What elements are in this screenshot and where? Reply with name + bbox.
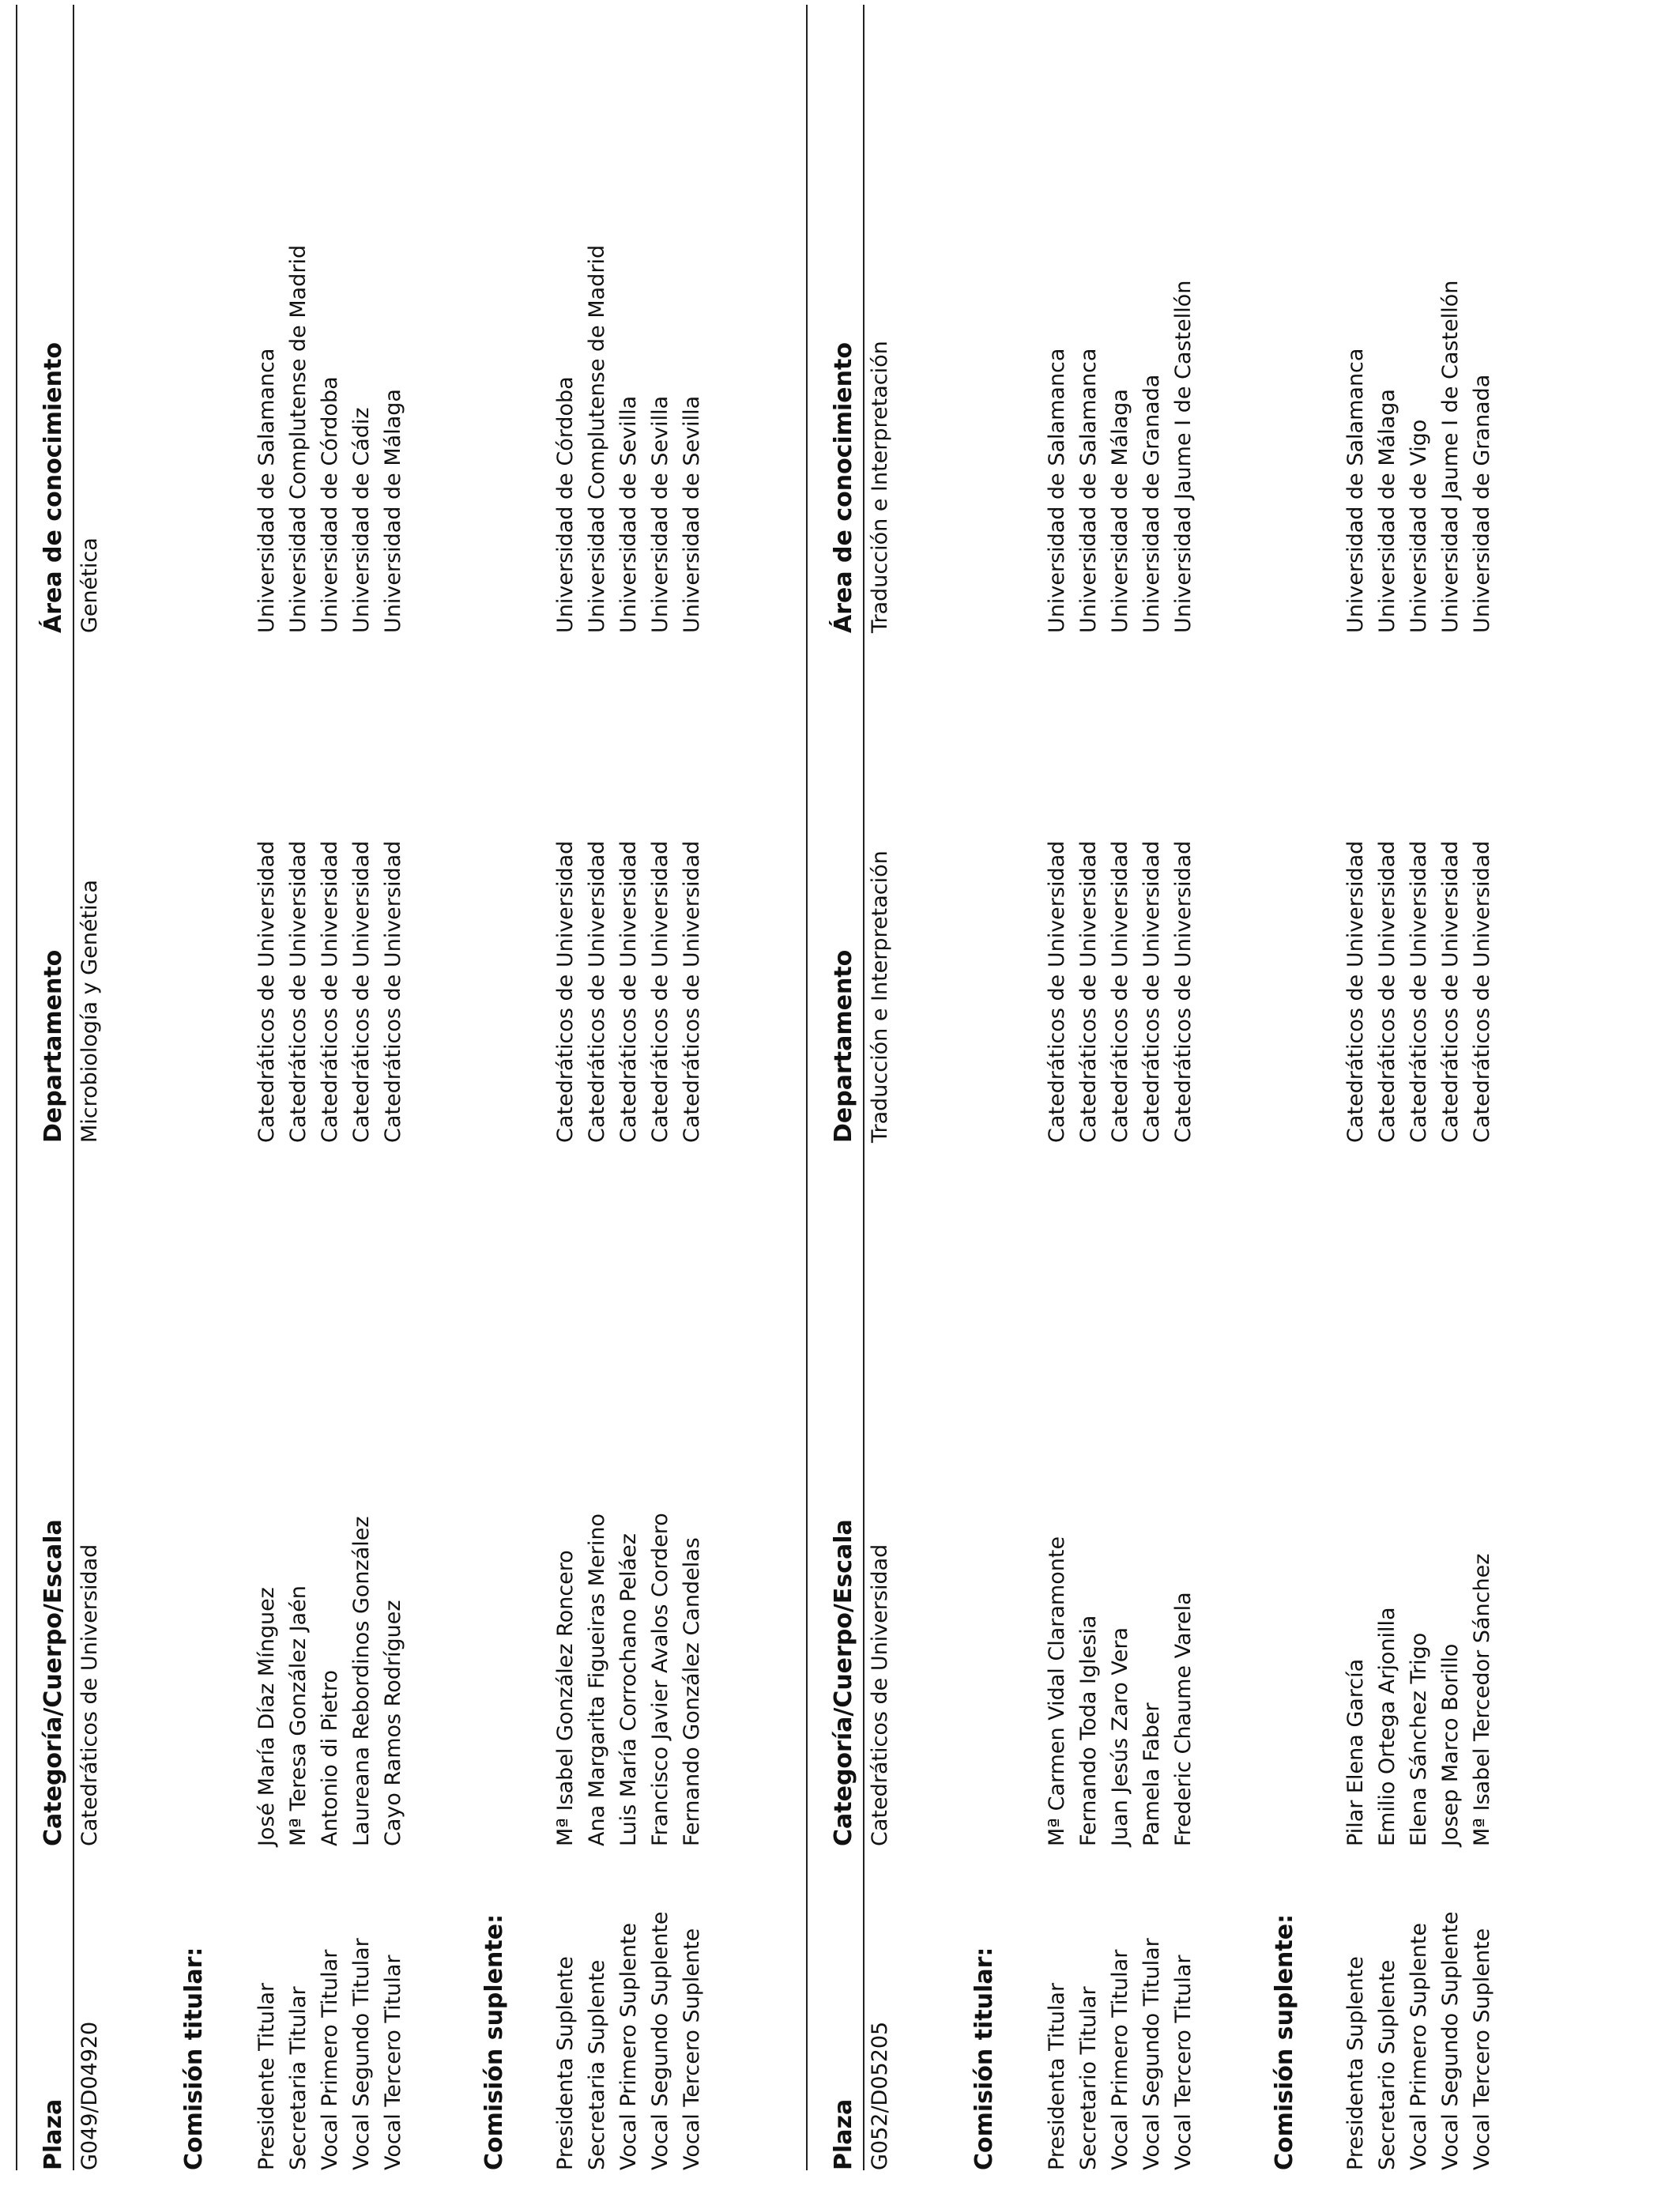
- nombre-list: [1340, 1554, 1498, 1846]
- member-nombre: José María Díaz Mínguez: [254, 1587, 279, 1846]
- member-cargo: Secretario Suplente: [1375, 1959, 1399, 2170]
- header-rule-top: [806, 5, 808, 2170]
- comision-titular-title: Comisión titular:: [180, 1947, 208, 2170]
- member-nombre: Ana Margarita Figueiras Merino: [585, 1513, 609, 1846]
- member-categoria: Catedráticos de Universidad: [680, 840, 704, 1143]
- member-nombre: Cayo Ramos Rodríguez: [381, 1600, 405, 1846]
- member-universidad: Universidad de Granada: [1139, 374, 1164, 633]
- member-nombre: Mª Isabel González Roncero: [553, 1550, 578, 1846]
- universidad-list: [1042, 281, 1200, 633]
- member-nombre: Laureana Rebordinos González: [349, 1516, 374, 1846]
- member-nombre: Antonio di Pietro: [318, 1669, 342, 1846]
- universidad-list: [550, 245, 708, 633]
- member-cargo: Vocal Tercero Suplente: [680, 1928, 704, 2170]
- member-universidad: Universidad de Vigo: [1407, 419, 1431, 633]
- member-cargo: Vocal Segundo Suplente: [1438, 1911, 1463, 2170]
- member-nombre: Mª Carmen Vidal Claramonte: [1045, 1536, 1069, 1846]
- plaza-departamento: Traducción e Interpretación: [868, 850, 892, 1143]
- universidad-list: [251, 245, 409, 633]
- member-nombre: Pilar Elena García: [1343, 1658, 1368, 1846]
- nombre-list: [550, 1513, 708, 1846]
- member-cargo: Secretaria Suplente: [585, 1959, 609, 2170]
- member-nombre: Pamela Faber: [1139, 1702, 1164, 1846]
- header-departamento: Departamento: [830, 949, 857, 1143]
- member-universidad: Universidad de Sevilla: [616, 395, 641, 633]
- member-cargo: Presidente Titular: [254, 1982, 279, 2170]
- header-area: Área de conocimiento: [830, 342, 857, 633]
- member-categoria: Catedráticos de Universidad: [1375, 840, 1399, 1143]
- member-nombre: Mª Teresa González Jaén: [286, 1585, 311, 1846]
- plaza-block-1: [0, 0, 790, 2194]
- member-nombre: Francisco Javier Avalos Cordero: [648, 1513, 672, 1846]
- member-nombre: Fernando González Candelas: [680, 1537, 704, 1846]
- member-categoria: Catedráticos de Universidad: [381, 840, 405, 1143]
- plaza-code: G049/D04920: [77, 2021, 102, 2170]
- member-categoria: Catedráticos de Universidad: [1045, 840, 1069, 1143]
- member-cargo: Vocal Primero Titular: [318, 1949, 342, 2170]
- categoria-list: [251, 841, 409, 1143]
- member-universidad: Universidad Jaume I de Castellón: [1438, 280, 1463, 633]
- member-categoria: Catedráticos de Universidad: [1076, 840, 1101, 1143]
- member-universidad: Universidad Complutense de Madrid: [286, 244, 311, 633]
- plaza-block-2: [790, 0, 1580, 2194]
- member-cargo: Vocal Primero Suplente: [616, 1922, 641, 2170]
- member-universidad: Universidad de Salamanca: [1045, 348, 1069, 633]
- member-universidad: Universidad de Sevilla: [648, 395, 672, 633]
- header-area: Área de conocimiento: [40, 342, 67, 633]
- member-cargo: Secretario Titular: [1076, 1986, 1101, 2170]
- member-categoria: Catedráticos de Universidad: [648, 840, 672, 1143]
- categoria-list: [550, 841, 708, 1143]
- header-rule-top: [16, 5, 17, 2170]
- plaza-code: G052/D05205: [868, 2021, 892, 2170]
- member-universidad: Universidad de Cádiz: [349, 407, 374, 633]
- plaza-categoria: Catedráticos de Universidad: [77, 1544, 102, 1846]
- member-nombre: Luis María Corrochano Peláez: [616, 1533, 641, 1846]
- member-categoria: Catedráticos de Universidad: [318, 840, 342, 1143]
- member-universidad: Universidad de Córdoba: [553, 376, 578, 633]
- plaza-departamento: Microbiología y Genética: [77, 880, 102, 1143]
- member-categoria: Catedráticos de Universidad: [1108, 840, 1132, 1143]
- categoria-list: [1042, 841, 1200, 1143]
- member-universidad: Universidad de Málaga: [1375, 389, 1399, 633]
- member-universidad: Universidad Jaume I de Castellón: [1171, 280, 1196, 633]
- member-nombre: Josep Marco Borillo: [1438, 1643, 1463, 1846]
- member-universidad: Universidad Complutense de Madrid: [585, 244, 609, 633]
- member-nombre: Emilio Ortega Arjonilla: [1375, 1607, 1399, 1846]
- member-nombre: Fernando Toda Iglesia: [1076, 1615, 1101, 1846]
- member-cargo: Vocal Primero Titular: [1108, 1949, 1132, 2170]
- member-universidad: Universidad de Sevilla: [680, 395, 704, 633]
- universidad-list: [1340, 281, 1498, 633]
- member-cargo: Vocal Primero Suplente: [1407, 1922, 1431, 2170]
- member-cargo: Presidenta Suplente: [1343, 1956, 1368, 2170]
- member-categoria: Catedráticos de Universidad: [1139, 840, 1164, 1143]
- comision-suplente-title: Comisión suplente:: [1271, 1913, 1298, 2170]
- member-universidad: Universidad de Salamanca: [254, 348, 279, 633]
- categoria-list: [1340, 841, 1498, 1143]
- cargo-list: [251, 1938, 409, 2170]
- member-categoria: Catedráticos de Universidad: [349, 840, 374, 1143]
- nombre-list: [1042, 1536, 1200, 1846]
- plaza-area: Traducción e Interpretación: [868, 341, 892, 633]
- member-cargo: Presidenta Suplente: [553, 1956, 578, 2170]
- cargo-list: [550, 1911, 708, 2170]
- member-cargo: Vocal Tercero Titular: [381, 1955, 405, 2170]
- member-cargo: Vocal Tercero Suplente: [1470, 1928, 1494, 2170]
- member-cargo: Secretaria Titular: [286, 1986, 311, 2170]
- plaza-categoria: Catedráticos de Universidad: [868, 1544, 892, 1846]
- member-cargo: Vocal Tercero Titular: [1171, 1955, 1196, 2170]
- header-departamento: Departamento: [40, 949, 67, 1143]
- member-categoria: Catedráticos de Universidad: [585, 840, 609, 1143]
- member-universidad: Universidad de Salamanca: [1343, 348, 1368, 633]
- plaza-area: Genética: [77, 537, 102, 633]
- member-cargo: Vocal Segundo Titular: [1139, 1938, 1164, 2170]
- member-universidad: Universidad de Málaga: [1108, 389, 1132, 633]
- comision-suplente-title: Comisión suplente:: [480, 1913, 508, 2170]
- member-nombre: Mª Isabel Tercedor Sánchez: [1470, 1553, 1494, 1846]
- member-categoria: Catedráticos de Universidad: [1343, 840, 1368, 1143]
- member-nombre: Elena Sánchez Trigo: [1407, 1632, 1431, 1846]
- member-categoria: Catedráticos de Universidad: [1171, 840, 1196, 1143]
- member-nombre: Frederic Chaume Varela: [1171, 1592, 1196, 1846]
- member-categoria: Catedráticos de Universidad: [254, 840, 279, 1143]
- member-universidad: Universidad de Málaga: [381, 389, 405, 633]
- header-categoria: Categoría/Cuerpo/Escala: [830, 1519, 857, 1846]
- header-categoria: Categoría/Cuerpo/Escala: [40, 1519, 67, 1846]
- nombre-list: [251, 1516, 409, 1846]
- cargo-list: [1042, 1938, 1200, 2170]
- member-universidad: Universidad de Granada: [1470, 374, 1494, 633]
- comision-titular-title: Comisión titular:: [970, 1947, 998, 2170]
- member-categoria: Catedráticos de Universidad: [553, 840, 578, 1143]
- member-universidad: Universidad de Salamanca: [1076, 348, 1101, 633]
- member-categoria: Catedráticos de Universidad: [1407, 840, 1431, 1143]
- header-plaza: Plaza: [830, 2098, 857, 2170]
- member-categoria: Catedráticos de Universidad: [1438, 840, 1463, 1143]
- cargo-list: [1340, 1911, 1498, 2170]
- member-categoria: Catedráticos de Universidad: [1470, 840, 1494, 1143]
- member-categoria: Catedráticos de Universidad: [616, 840, 641, 1143]
- member-cargo: Presidenta Titular: [1045, 1982, 1069, 2170]
- member-universidad: Universidad de Córdoba: [318, 376, 342, 633]
- header-plaza: Plaza: [40, 2098, 67, 2170]
- member-categoria: Catedráticos de Universidad: [286, 840, 311, 1143]
- member-cargo: Vocal Segundo Titular: [349, 1938, 374, 2170]
- member-cargo: Vocal Segundo Suplente: [648, 1911, 672, 2170]
- member-nombre: Juan Jesús Zaro Vera: [1108, 1627, 1132, 1846]
